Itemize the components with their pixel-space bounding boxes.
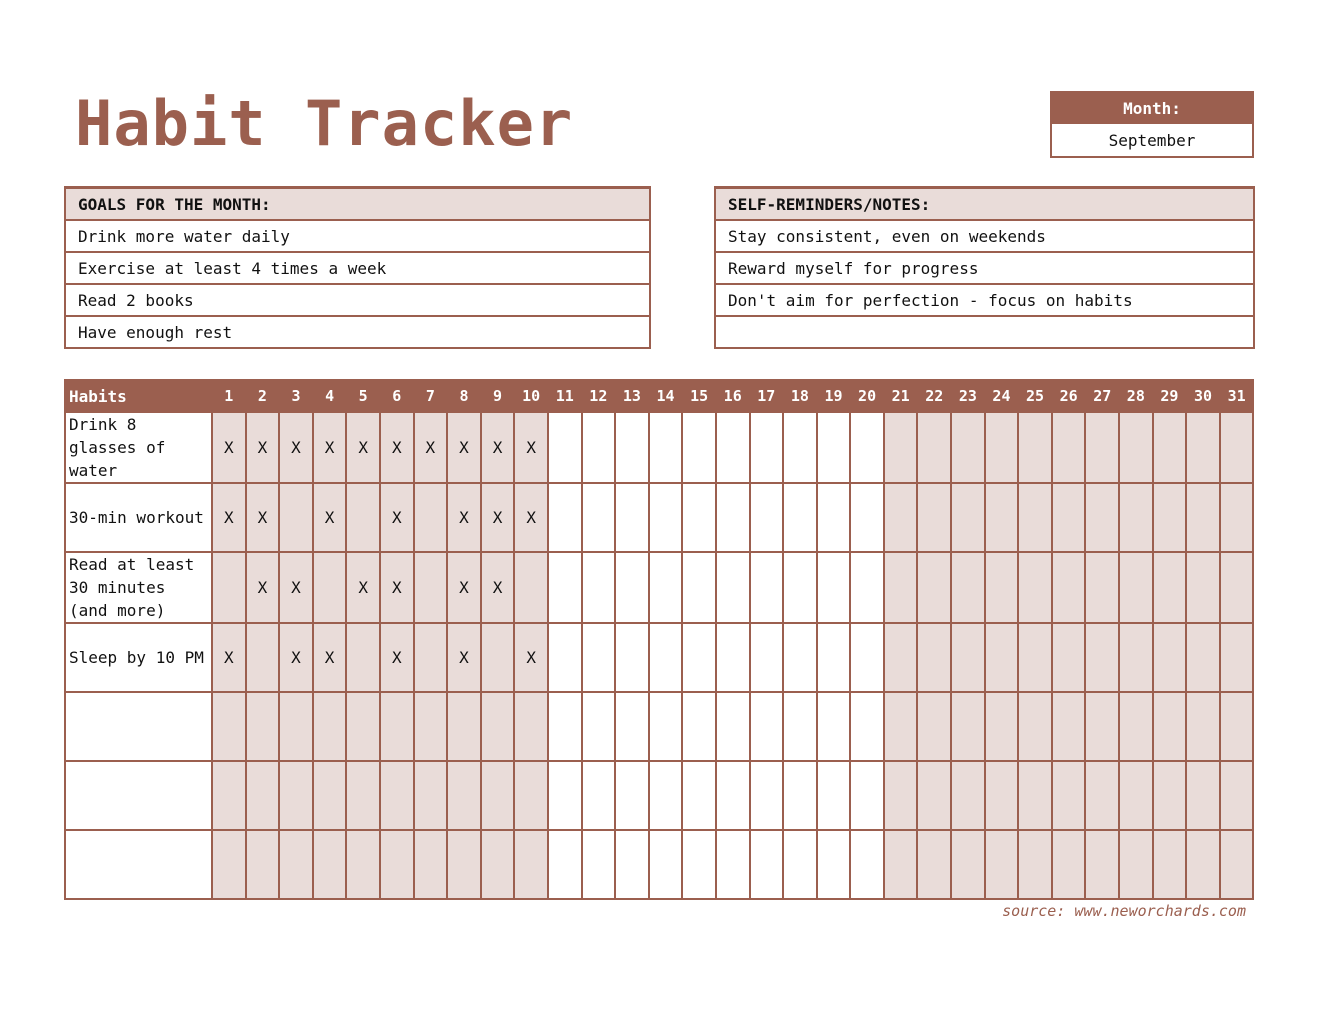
day-header: 7 — [414, 380, 448, 412]
day-cell[interactable] — [615, 830, 649, 899]
day-header: 12 — [582, 380, 616, 412]
day-cell[interactable]: X — [246, 552, 280, 623]
habit-row — [65, 412, 1253, 483]
day-cell[interactable]: X — [380, 412, 414, 483]
day-cell[interactable] — [783, 692, 817, 761]
day-cell[interactable] — [380, 830, 414, 899]
day-cell[interactable] — [1220, 483, 1254, 552]
day-cell[interactable] — [884, 412, 918, 483]
day-cell[interactable] — [1186, 412, 1220, 483]
day-cell[interactable] — [582, 483, 616, 552]
day-cell[interactable] — [917, 830, 951, 899]
day-cell[interactable] — [1153, 761, 1187, 830]
day-header: 25 — [1018, 380, 1052, 412]
day-cell[interactable] — [817, 552, 851, 623]
note-item[interactable]: Stay consistent, even on weekends — [716, 221, 1253, 253]
habit-row — [65, 623, 1253, 692]
day-cell[interactable] — [212, 552, 246, 623]
day-cell[interactable]: X — [246, 412, 280, 483]
day-cell[interactable] — [582, 623, 616, 692]
day-cell[interactable] — [1052, 552, 1086, 623]
day-cell[interactable]: X — [514, 623, 548, 692]
habit-tracker-table — [64, 379, 1254, 900]
day-cell[interactable] — [1052, 761, 1086, 830]
source-credit: source: www.neworchards.com — [1002, 902, 1246, 920]
day-header: 4 — [313, 380, 347, 412]
day-cell[interactable] — [649, 761, 683, 830]
goals-panel — [64, 186, 651, 349]
day-cell[interactable] — [346, 483, 380, 552]
day-cell[interactable] — [750, 761, 784, 830]
day-cell[interactable] — [615, 623, 649, 692]
day-cell[interactable] — [414, 483, 448, 552]
day-cell[interactable] — [750, 552, 784, 623]
day-header: 10 — [514, 380, 548, 412]
day-cell[interactable] — [1220, 761, 1254, 830]
day-cell[interactable] — [1186, 552, 1220, 623]
day-cell[interactable]: X — [246, 483, 280, 552]
day-cell[interactable] — [682, 623, 716, 692]
day-header: 11 — [548, 380, 582, 412]
day-cell[interactable] — [1085, 623, 1119, 692]
goal-item[interactable]: Have enough rest — [66, 317, 649, 349]
day-cell[interactable] — [615, 483, 649, 552]
day-cell[interactable] — [716, 692, 750, 761]
day-cell[interactable] — [212, 830, 246, 899]
day-cell[interactable] — [1153, 692, 1187, 761]
day-cell[interactable] — [817, 483, 851, 552]
day-cell[interactable] — [414, 692, 448, 761]
day-cell[interactable] — [750, 623, 784, 692]
day-cell[interactable] — [447, 692, 481, 761]
day-cell[interactable] — [1220, 623, 1254, 692]
day-cell[interactable] — [649, 623, 683, 692]
day-cell[interactable] — [582, 761, 616, 830]
day-cell[interactable] — [1119, 761, 1153, 830]
day-header: 20 — [850, 380, 884, 412]
day-cell[interactable] — [212, 692, 246, 761]
day-cell[interactable] — [951, 623, 985, 692]
day-header: 23 — [951, 380, 985, 412]
day-cell[interactable] — [380, 692, 414, 761]
habits-header: Habits — [65, 380, 212, 412]
day-cell[interactable] — [246, 692, 280, 761]
day-cell[interactable] — [1085, 761, 1119, 830]
day-cell[interactable] — [279, 483, 313, 552]
day-cell[interactable] — [985, 552, 1019, 623]
day-cell[interactable] — [1018, 692, 1052, 761]
day-cell[interactable] — [985, 830, 1019, 899]
day-cell[interactable] — [1153, 623, 1187, 692]
day-cell[interactable] — [951, 830, 985, 899]
day-cell[interactable] — [346, 830, 380, 899]
day-cell[interactable] — [414, 623, 448, 692]
day-cell[interactable] — [1186, 692, 1220, 761]
day-cell[interactable] — [1052, 483, 1086, 552]
day-cell[interactable] — [1153, 552, 1187, 623]
day-cell[interactable] — [917, 483, 951, 552]
day-cell[interactable] — [850, 761, 884, 830]
day-header: 27 — [1085, 380, 1119, 412]
day-cell[interactable] — [985, 412, 1019, 483]
day-cell[interactable]: X — [212, 412, 246, 483]
day-cell[interactable] — [1018, 483, 1052, 552]
day-cell[interactable]: X — [212, 483, 246, 552]
day-cell[interactable] — [917, 761, 951, 830]
day-cell[interactable] — [917, 552, 951, 623]
day-header: 21 — [884, 380, 918, 412]
day-cell[interactable] — [447, 830, 481, 899]
day-cell[interactable]: X — [380, 483, 414, 552]
day-cell[interactable] — [514, 692, 548, 761]
day-cell[interactable] — [682, 412, 716, 483]
goal-item[interactable]: Exercise at least 4 times a week — [66, 253, 649, 285]
day-cell[interactable] — [548, 483, 582, 552]
day-cell[interactable] — [615, 552, 649, 623]
day-cell[interactable] — [783, 412, 817, 483]
day-cell[interactable] — [1085, 552, 1119, 623]
day-cell[interactable] — [447, 761, 481, 830]
day-cell[interactable] — [951, 552, 985, 623]
day-cell[interactable] — [414, 552, 448, 623]
day-header: 14 — [649, 380, 683, 412]
habit-name[interactable]: Drink 8 glasses of water — [65, 412, 212, 483]
day-cell[interactable] — [1052, 830, 1086, 899]
day-cell[interactable] — [884, 692, 918, 761]
month-box — [1050, 91, 1254, 158]
day-cell[interactable] — [850, 623, 884, 692]
day-cell[interactable] — [1119, 412, 1153, 483]
day-cell[interactable] — [246, 623, 280, 692]
habit-name[interactable]: Sleep by 10 PM — [65, 623, 212, 692]
day-cell[interactable]: X — [279, 623, 313, 692]
note-item[interactable] — [716, 317, 1253, 349]
day-cell[interactable] — [1085, 412, 1119, 483]
day-cell[interactable] — [1220, 552, 1254, 623]
day-header: 31 — [1220, 380, 1254, 412]
day-cell[interactable] — [246, 761, 280, 830]
day-cell[interactable] — [414, 761, 448, 830]
day-cell[interactable] — [649, 412, 683, 483]
day-header: 2 — [246, 380, 280, 412]
day-cell[interactable] — [1186, 483, 1220, 552]
day-cell[interactable] — [817, 623, 851, 692]
day-cell[interactable] — [951, 412, 985, 483]
day-cell[interactable] — [279, 692, 313, 761]
day-cell[interactable]: X — [346, 552, 380, 623]
day-cell[interactable] — [548, 623, 582, 692]
day-header: 15 — [682, 380, 716, 412]
day-cell[interactable]: X — [212, 623, 246, 692]
day-cell[interactable] — [682, 761, 716, 830]
habit-name[interactable]: 30-min workout — [65, 483, 212, 552]
day-cell[interactable] — [884, 623, 918, 692]
day-header: 22 — [917, 380, 951, 412]
day-cell[interactable] — [1119, 830, 1153, 899]
day-header: 28 — [1119, 380, 1153, 412]
habit-row — [65, 830, 1253, 899]
day-cell[interactable] — [649, 692, 683, 761]
day-header: 18 — [783, 380, 817, 412]
day-cell[interactable]: X — [380, 623, 414, 692]
day-cell[interactable] — [985, 623, 1019, 692]
day-cell[interactable] — [582, 412, 616, 483]
habit-row — [65, 761, 1253, 830]
month-value[interactable]: September — [1108, 130, 1196, 150]
day-cell[interactable] — [1052, 692, 1086, 761]
day-header: 13 — [615, 380, 649, 412]
note-item[interactable]: Don't aim for perfection - focus on habits — [716, 285, 1253, 317]
day-cell[interactable] — [313, 552, 347, 623]
day-cell[interactable] — [346, 761, 380, 830]
day-cell[interactable] — [1119, 692, 1153, 761]
day-cell[interactable] — [716, 623, 750, 692]
day-cell[interactable] — [1186, 623, 1220, 692]
day-cell[interactable]: X — [414, 412, 448, 483]
day-cell[interactable] — [1153, 830, 1187, 899]
day-header: 19 — [817, 380, 851, 412]
day-cell[interactable] — [548, 761, 582, 830]
day-cell[interactable]: X — [380, 552, 414, 623]
day-cell[interactable] — [1119, 623, 1153, 692]
day-cell[interactable] — [582, 830, 616, 899]
day-header: 16 — [716, 380, 750, 412]
habit-name[interactable]: Read at least 30 minutes (and more) — [65, 552, 212, 623]
day-header: 30 — [1186, 380, 1220, 412]
day-cell[interactable] — [985, 483, 1019, 552]
month-label: Month: — [1052, 93, 1252, 124]
day-cell[interactable] — [414, 830, 448, 899]
day-cell[interactable] — [951, 761, 985, 830]
day-cell[interactable] — [548, 552, 582, 623]
day-cell[interactable] — [1220, 830, 1254, 899]
day-cell[interactable] — [985, 761, 1019, 830]
day-cell[interactable] — [716, 761, 750, 830]
day-cell[interactable] — [716, 412, 750, 483]
day-cell[interactable] — [1018, 761, 1052, 830]
day-cell[interactable] — [548, 830, 582, 899]
day-cell[interactable]: X — [481, 552, 515, 623]
day-cell[interactable] — [346, 623, 380, 692]
day-cell[interactable] — [615, 692, 649, 761]
day-header: 26 — [1052, 380, 1086, 412]
day-cell[interactable] — [750, 483, 784, 552]
day-header: 17 — [750, 380, 784, 412]
day-cell[interactable] — [548, 692, 582, 761]
day-cell[interactable] — [917, 412, 951, 483]
day-cell[interactable] — [750, 830, 784, 899]
day-cell[interactable] — [481, 830, 515, 899]
day-cell[interactable] — [1119, 483, 1153, 552]
day-cell[interactable] — [514, 552, 548, 623]
day-cell[interactable] — [1018, 623, 1052, 692]
day-cell[interactable]: X — [447, 412, 481, 483]
day-cell[interactable] — [1220, 412, 1254, 483]
day-cell[interactable] — [716, 483, 750, 552]
page-title: Habit Tracker — [75, 87, 574, 160]
day-cell[interactable] — [850, 483, 884, 552]
goal-item[interactable]: Read 2 books — [66, 285, 649, 317]
day-cell[interactable] — [514, 830, 548, 899]
day-cell[interactable] — [649, 552, 683, 623]
day-cell[interactable] — [750, 692, 784, 761]
day-cell[interactable] — [1186, 830, 1220, 899]
day-cell[interactable]: X — [279, 412, 313, 483]
notes-header: SELF-REMINDERS/NOTES: — [716, 187, 1253, 221]
day-cell[interactable] — [917, 692, 951, 761]
day-cell[interactable] — [783, 830, 817, 899]
day-cell[interactable] — [1052, 623, 1086, 692]
day-cell[interactable] — [649, 483, 683, 552]
day-cell[interactable] — [1119, 552, 1153, 623]
day-cell[interactable]: X — [346, 412, 380, 483]
goal-item[interactable]: Drink more water daily — [66, 221, 649, 253]
day-cell[interactable] — [682, 692, 716, 761]
day-cell[interactable] — [682, 552, 716, 623]
day-header: 1 — [212, 380, 246, 412]
day-cell[interactable]: X — [313, 623, 347, 692]
day-cell[interactable] — [582, 692, 616, 761]
day-cell[interactable] — [1186, 761, 1220, 830]
day-cell[interactable] — [783, 761, 817, 830]
day-cell[interactable] — [884, 761, 918, 830]
day-cell[interactable]: X — [447, 552, 481, 623]
day-cell[interactable] — [850, 692, 884, 761]
day-cell[interactable] — [1018, 830, 1052, 899]
day-cell[interactable] — [514, 761, 548, 830]
day-cell[interactable] — [313, 761, 347, 830]
day-cell[interactable]: X — [447, 623, 481, 692]
note-item[interactable]: Reward myself for progress — [716, 253, 1253, 285]
day-cell[interactable]: X — [313, 483, 347, 552]
day-cell[interactable] — [1153, 412, 1187, 483]
day-cell[interactable] — [582, 552, 616, 623]
day-cell[interactable]: X — [514, 412, 548, 483]
day-cell[interactable] — [1153, 483, 1187, 552]
day-cell[interactable] — [1085, 692, 1119, 761]
day-cell[interactable] — [985, 692, 1019, 761]
habit-name[interactable] — [65, 692, 212, 761]
notes-panel — [714, 186, 1255, 349]
day-cell[interactable] — [1085, 830, 1119, 899]
day-cell[interactable] — [817, 412, 851, 483]
day-header: 8 — [447, 380, 481, 412]
day-cell[interactable] — [850, 552, 884, 623]
day-header: 24 — [985, 380, 1019, 412]
day-cell[interactable] — [346, 692, 380, 761]
day-cell[interactable] — [884, 830, 918, 899]
day-cell[interactable] — [783, 483, 817, 552]
day-cell[interactable] — [481, 623, 515, 692]
habit-name[interactable] — [65, 761, 212, 830]
habit-row — [65, 552, 1253, 623]
day-cell[interactable]: X — [481, 412, 515, 483]
day-cell[interactable] — [380, 761, 414, 830]
day-cell[interactable] — [917, 623, 951, 692]
day-cell[interactable]: X — [481, 483, 515, 552]
day-cell[interactable] — [279, 761, 313, 830]
day-cell[interactable] — [615, 761, 649, 830]
day-cell[interactable] — [817, 830, 851, 899]
day-cell[interactable] — [783, 552, 817, 623]
day-header: 6 — [380, 380, 414, 412]
habit-name[interactable] — [65, 830, 212, 899]
day-cell[interactable] — [212, 761, 246, 830]
day-cell[interactable] — [481, 692, 515, 761]
day-cell[interactable] — [682, 483, 716, 552]
day-cell[interactable] — [615, 412, 649, 483]
day-header: 5 — [346, 380, 380, 412]
day-cell[interactable] — [1052, 412, 1086, 483]
day-cell[interactable] — [246, 830, 280, 899]
day-header: 3 — [279, 380, 313, 412]
day-cell[interactable] — [481, 761, 515, 830]
day-cell[interactable] — [817, 692, 851, 761]
day-cell[interactable]: X — [514, 483, 548, 552]
habit-row — [65, 692, 1253, 761]
goals-header: GOALS FOR THE MONTH: — [66, 187, 649, 221]
day-cell[interactable] — [1018, 412, 1052, 483]
day-cell[interactable] — [682, 830, 716, 899]
day-cell[interactable] — [1085, 483, 1119, 552]
day-cell[interactable] — [884, 552, 918, 623]
day-cell[interactable] — [884, 483, 918, 552]
day-cell[interactable] — [1018, 552, 1052, 623]
day-cell[interactable] — [850, 830, 884, 899]
day-cell[interactable] — [716, 830, 750, 899]
habit-row — [65, 483, 1253, 552]
day-cell[interactable] — [313, 692, 347, 761]
day-cell[interactable] — [951, 692, 985, 761]
day-cell[interactable] — [750, 412, 784, 483]
day-cell[interactable] — [313, 830, 347, 899]
day-cell[interactable]: X — [279, 552, 313, 623]
day-header: 29 — [1153, 380, 1187, 412]
day-cell[interactable] — [548, 412, 582, 483]
day-cell[interactable] — [850, 412, 884, 483]
day-cell[interactable] — [649, 830, 683, 899]
day-cell[interactable]: X — [313, 412, 347, 483]
day-cell[interactable] — [817, 761, 851, 830]
day-header: 9 — [481, 380, 515, 412]
day-cell[interactable]: X — [447, 483, 481, 552]
day-cell[interactable] — [783, 623, 817, 692]
day-cell[interactable] — [716, 552, 750, 623]
day-cell[interactable] — [1220, 692, 1254, 761]
day-cell[interactable] — [951, 483, 985, 552]
day-cell[interactable] — [279, 830, 313, 899]
